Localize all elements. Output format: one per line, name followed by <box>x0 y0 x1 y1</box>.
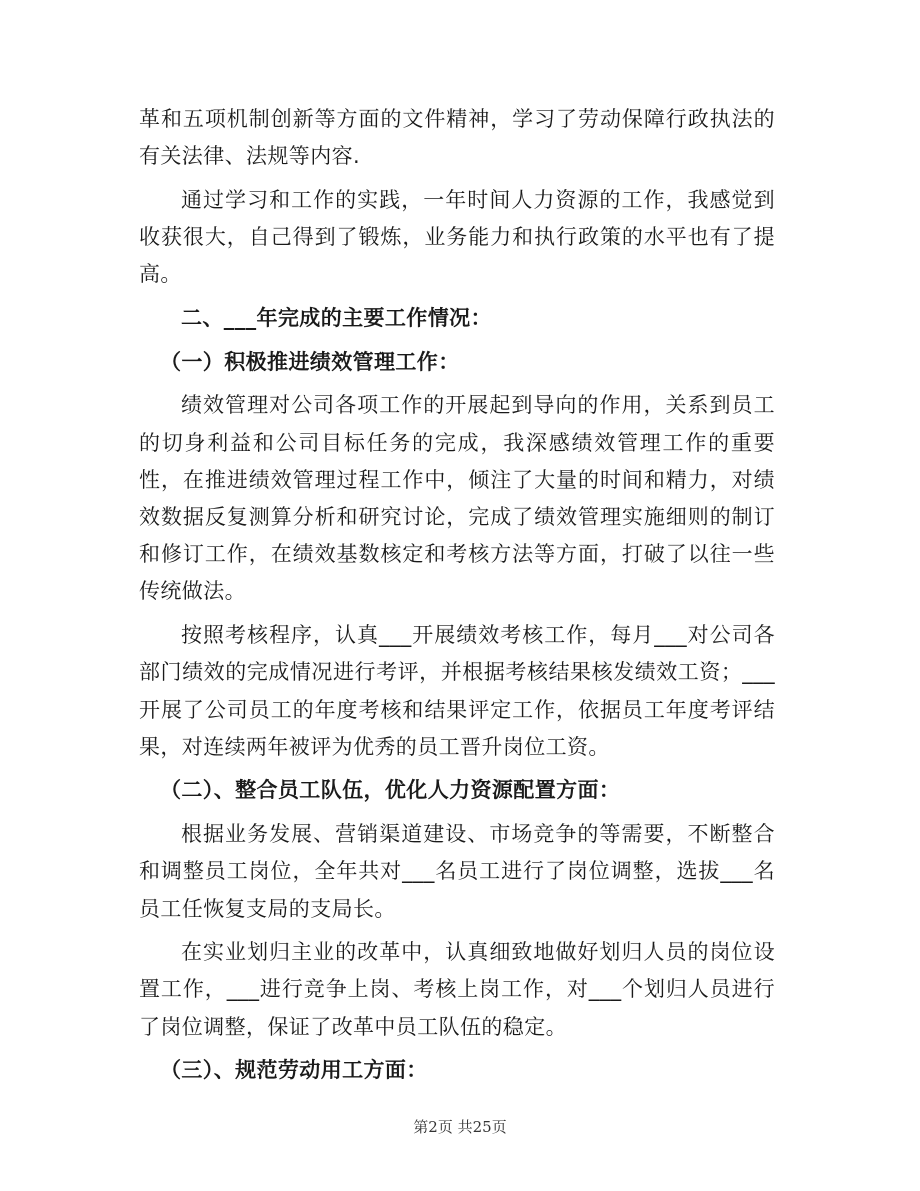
paragraph-continued: 革和五项机制创新等方面的文件精神，学习了劳动保障行政执法的有关法律、法规等内容. <box>139 107 775 169</box>
paragraph-performance-management: 绩效管理对公司各项工作的开展起到导向的作用，关系到员工的切身利益和公司目标任务的完成，我深感绩效管理工作的重要性，在推进绩效管理过程工作中，倾注了大量的时间和精力，对绩效数据反复测算分析和研究讨论，完成了绩效管理实施细则的制订和修订工作，在绩效基数核定和考核方法等方面，打破了以往一些传统做法。 <box>139 393 775 604</box>
paragraph-staff-adjustment: 根据业务发展、营销渠道建设、市场竞争的等需要，不断整合和调整员工岗位，全年共对___名员工进行了岗位调整，选拔___名员工任恢复支局的支局长。 <box>139 822 775 921</box>
paragraph-reform-placement: 在实业划归主业的改革中，认真细致地做好划归人员的岗位设置工作，___进行竞争上岗、考核上岗工作，对___个划归人员进行了岗位调整，保证了改革中员工队伍的稳定。 <box>139 940 775 1039</box>
paragraph-learning-summary: 通过学习和工作的实践，一年时间人力资源的工作，我感觉到收获很大，自己得到了锻炼，业务能力和执行政策的水平也有了提高。 <box>139 187 775 287</box>
subsection-heading-performance: （一）积极推进绩效管理工作： <box>160 349 460 374</box>
subsection-heading-labor-standards: （三）、规范劳动用工方面： <box>160 1058 428 1083</box>
section-heading-main-work: 二、___年完成的主要工作情况： <box>181 306 492 331</box>
document-body <box>139 101 775 1096</box>
page-number-footer: 第2页 共25页 <box>413 1118 507 1136</box>
subsection-heading-staff-integration: （二）、整合员工队伍，优化人力资源配置方面： <box>160 778 621 803</box>
paragraph-assessment-procedure: 按照考核程序，认真___开展绩效考核工作，每月___对公司各部门绩效的完成情况进行考评，并根据考核结果核发绩效工资；___开展了公司员工的年度考核和结果评定工作，依据员工年度考评结果，对连续两年被评为优秀的员工晋升岗位工资。 <box>139 623 775 759</box>
